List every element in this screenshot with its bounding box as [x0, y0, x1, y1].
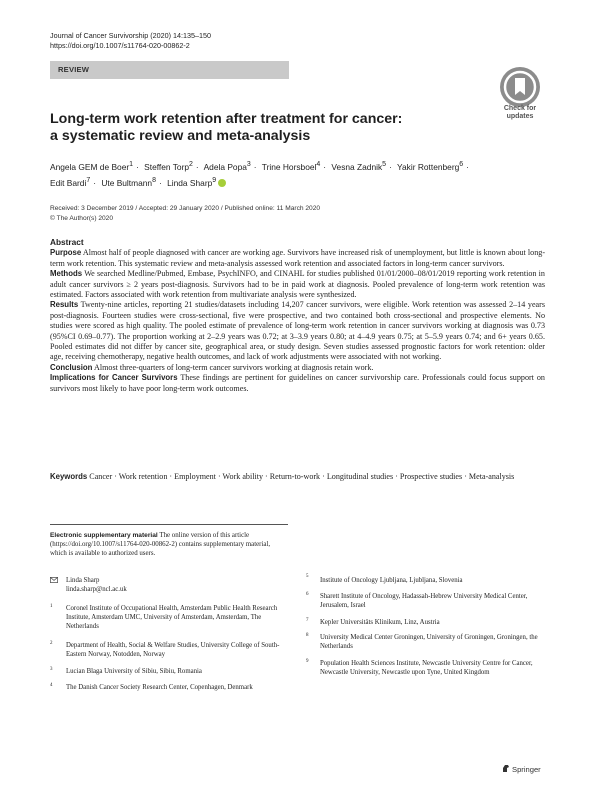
esm-note [50, 531, 288, 558]
affiliation-text: Kepler Universitäts Klinikum, Linz, Austria [320, 619, 440, 626]
affiliation-number: 8 [306, 633, 309, 638]
correspondence [50, 576, 288, 596]
bookmark-icon [500, 67, 540, 107]
author-affil: 8 [152, 176, 156, 184]
abstract-methods [50, 269, 545, 300]
badge-line1: Check for [503, 105, 537, 112]
abstract-results [50, 300, 545, 362]
purpose-label: Purpose [50, 248, 82, 258]
author-affil: 5 [382, 161, 387, 168]
esm-text: The online version of this article (https://doi.org/10.1007/s11764-020-00862-2) contains supplementary material, which is available to authorized users. [50, 532, 271, 557]
author-affil: 9 [212, 176, 217, 184]
author-affil: 6 [459, 161, 464, 168]
author-name[interactable]: Edit Bardi [50, 177, 87, 188]
abstract-purpose [50, 248, 545, 269]
methods-text: We searched Medline/Pubmed, Embase, PsychINFO, and CINAHL for studies published 01/01/2000–08/01/2019 reporting work retention in adult cancer survivors ≥ 2 years post-diagnosis. Survivors had to be in paid work at diagnosis. Pooled prevalence of long-term work retention was estimated. Factors associated with work retention from multivariate analysis were synthesized. [50, 269, 545, 300]
affiliation-item [50, 667, 288, 679]
affiliation-text: Institute of Oncology Ljubljana, Ljubljana, Slovenia [320, 577, 463, 584]
publisher-logo [502, 764, 541, 774]
abstract [50, 237, 545, 394]
author-affil: 3 [246, 161, 251, 168]
article-history [50, 204, 320, 224]
journal-header [50, 31, 211, 51]
affiliation-text: Department of Health, Social & Welfare Studies, University College of South-Eastern Norway, Notodden, Norway [66, 642, 280, 658]
orcid-icon[interactable] [218, 179, 226, 187]
affiliation-item [306, 659, 546, 691]
affiliation-text: The Danish Cancer Society Research Center, Copenhagen, Denmark [66, 684, 253, 691]
implications-text: These findings are pertinent for guidelines on cancer survivorship care. Professionals could focus support on survivors most likely to have poor long-term work outcomes. [50, 373, 545, 393]
keywords [50, 472, 545, 482]
conclusion-text: Almost three-quarters of long-term cancer survivors working at diagnosis retain work. [94, 362, 374, 372]
affiliation-item [306, 633, 546, 655]
author-name[interactable]: Trine Horsboel [261, 161, 317, 172]
badge-line2: updates [506, 113, 534, 120]
abstract-implications [50, 373, 545, 394]
esm-label: Electronic supplementary material [50, 532, 158, 539]
author-list: Angela GEM de Boer$^1$ · Steffen Torp$^2$ · Adela Popa$^3$ · Trine Horsboel$^4$ · Vesna Zadnik$^5$ · Yakir Rottenberg$^6$ · Edit Bardi$^7$ · Ute Bultmann$^8$ · Linda Sharp$^9$ [50, 161, 469, 188]
author-name[interactable]: Ute Bultmann [101, 177, 153, 188]
copyright-notice: © The Author(s) 2020 [50, 215, 114, 222]
title-line-1: Long-term work retention after treatment for cancer: [50, 111, 403, 127]
affiliation-item [306, 618, 546, 630]
journal-citation: Journal of Cancer Survivorship (2020) 14:135–150 [50, 31, 212, 40]
correspondence-email[interactable]: linda.sharp@ncl.ac.uk [66, 586, 127, 593]
affiliation-text: Population Health Sciences Institute, Newcastle University Centre for Cancer, Newcastle University, Newcastle upon Tyne, United Kingdom [320, 660, 533, 676]
affiliation-number: 7 [306, 618, 309, 623]
author-name[interactable]: Steffen Torp [144, 161, 190, 172]
implications-label: Implications for Cancer Survivors [50, 373, 178, 383]
article-title [50, 111, 470, 145]
springer-horse-icon [502, 764, 510, 773]
author-name[interactable]: Angela GEM de Boer [50, 161, 130, 172]
purpose-text: Almost half of people diagnosed with cancer are working age. Survivors have increased risk of unemployment, but little is known about long-term work retention. This systematic review and meta-analysis assessed work retention and associated factors in long-term cancer survivors. [50, 248, 546, 268]
affiliation-item [306, 576, 546, 588]
footnote-divider [50, 524, 288, 525]
author-name[interactable]: Linda Sharp [167, 177, 213, 188]
correspondence-name: Linda Sharp [66, 577, 100, 584]
keywords-label: Keywords [50, 472, 88, 481]
results-text: Twenty-nine articles, reporting 21 studies/datasets including 14,207 cancer survivors, were eligible. Work retention was assessed 2–14 years post-diagnosis. Fourteen studies were cross-sectional, five were prospective, and two contained both cross-sectional and prospective elements. No studies were scored as high quality. The pooled estimate of prevalence of long-term work retention in cancer survivors working at diagnosis was 0.73 (95%CI 0.69–0.77). The proportion working at 2–2.9 years was 0.72; at 3–3.9 years 0.80; at 4–4.9 years 0.75; at 5–5.9 years 0.74; and 6+ years 0.65. Pooled estimates did not differ by cancer site, geographical area, or study design. Seven studies assessed prognostic factors for work retention: older age, receiving chemotherapy, negative health outcomes, and lack of work adjustments were associated with not working. [50, 300, 545, 362]
results-label: Results [50, 300, 79, 310]
author-affil: 2 [189, 161, 193, 168]
affiliation-item [306, 592, 546, 614]
author-name[interactable]: Vesna Zadnik [331, 161, 383, 172]
author-affil: 4 [316, 161, 321, 168]
keywords-text: Cancer · Work retention · Employment · Work ability · Return-to-work · Longitudinal studies · Prospective studies · Meta-analysis [89, 472, 515, 481]
author-name[interactable]: Adela Popa [203, 161, 247, 172]
abstract-conclusion [50, 363, 545, 373]
doi-link[interactable]: https://doi.org/10.1007/s11764-020-00862-2 [50, 41, 190, 50]
title-line-2: a systematic review and meta-analysis [50, 128, 311, 144]
affiliation-item [50, 683, 288, 695]
abstract-heading: Abstract [50, 237, 84, 247]
author-affil: 1 [129, 161, 134, 168]
affiliation-text: Sharett Institute of Oncology, Hadassah-Hebrew University Medical Center, Jerusalem, Israel [320, 593, 528, 609]
affiliation-text: University Medical Center Groningen, University of Groningen, Groningen, the Netherlands [320, 634, 538, 650]
affiliation-number: 6 [306, 592, 309, 597]
publisher-name: Springer [512, 765, 541, 774]
author-affil: 7 [86, 176, 91, 184]
methods-label: Methods [50, 269, 83, 279]
envelope-icon [50, 577, 58, 586]
author-name[interactable]: Yakir Rottenberg [397, 161, 460, 172]
history-dates: Received: 3 December 2019 / Accepted: 29 January 2020 / Published online: 11 March 2020 [50, 205, 321, 212]
affiliation-number: 4 [50, 683, 53, 688]
section-label: REVIEW [58, 65, 90, 74]
affiliation-number: 1 [50, 604, 53, 609]
check-for-updates-badge[interactable] [494, 67, 546, 123]
affiliation-number: 3 [50, 667, 53, 672]
conclusion-label: Conclusion [50, 362, 93, 372]
affiliation-text: Coronel Institute of Occupational Health, Amsterdam Public Health Research Institute, Amsterdam UMC, University of Amsterdam, Amsterdam, The Netherlands [66, 605, 278, 630]
affiliation-number: 2 [50, 641, 53, 646]
affiliation-number: 5 [306, 574, 309, 579]
affiliation-text: Lucian Blaga University of Sibiu, Sibiu, Romania [66, 668, 202, 675]
affiliation-item [50, 641, 288, 663]
affiliation-number: 9 [306, 659, 309, 664]
